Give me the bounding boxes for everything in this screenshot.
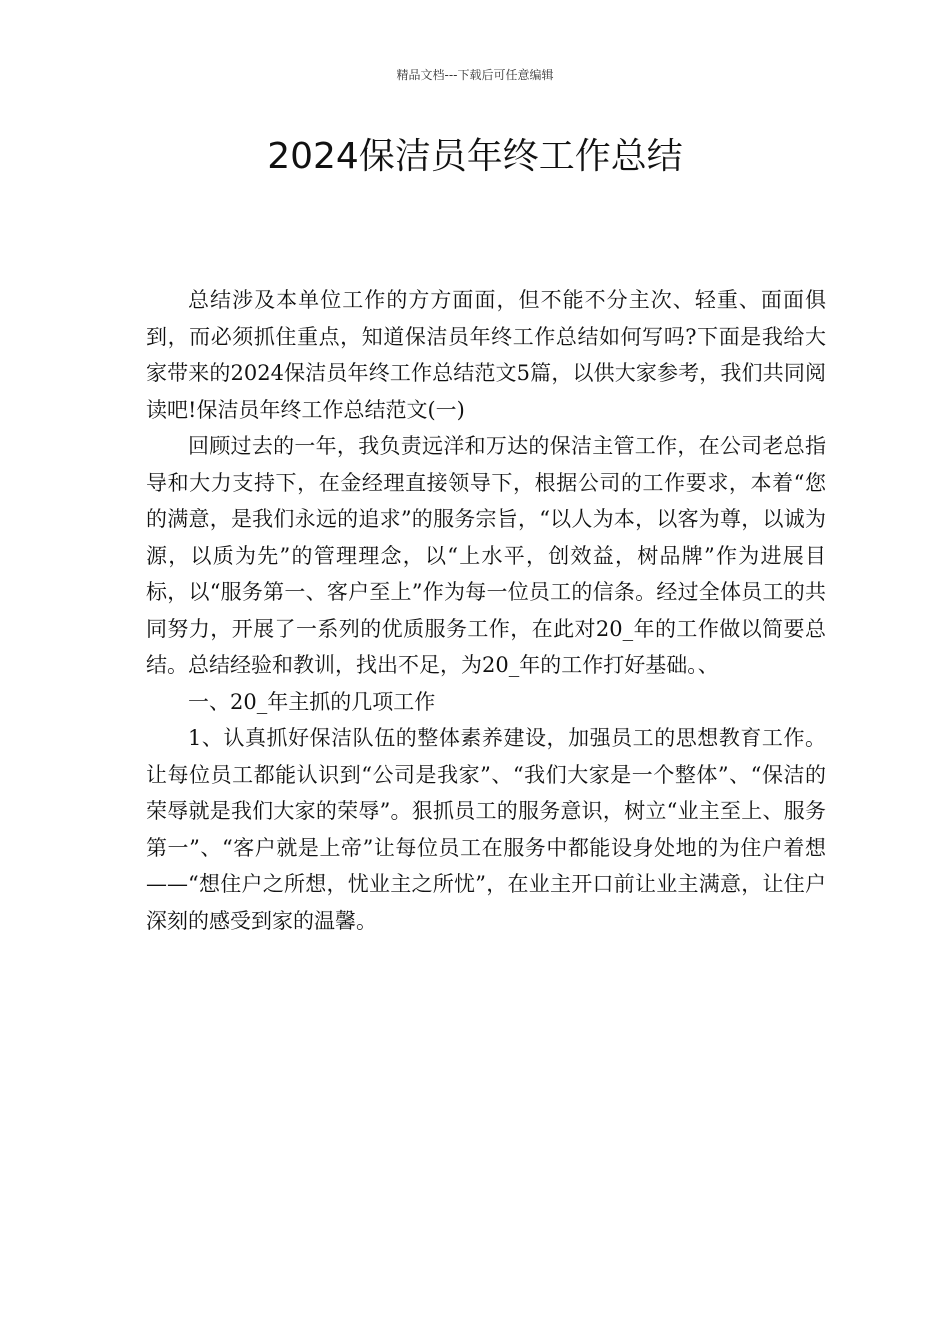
section-heading: 一、20_年主抓的几项工作 (188, 689, 436, 714)
review-paragraph: 回顾过去的一年，我负责远洋和万达的保洁主管工作，在公司老总指导和大力支持下，在金经理直接领导下，根据公司的工作要求，本着“您的满意，是我们永远的追求”的服务宗旨，“以人为本，以客为尊，以诚为源，以质为先”的管理理念，以“上水平，创效益，树品牌”作为进展目标，以“服务第一、客户至上”作为每一位员工的信条。经过全体员工的共同努力，开展了一系列的优质服务工作，在此对20_年的工作做以简要总结。总结经验和教训，找出不足，为20_年的工作打好基础。、 (146, 434, 826, 677)
header-note: 精品文档---下载后可任意编辑 (396, 68, 554, 82)
section-paragraph: 1、认真抓好保洁队伍的整体素养建设，加强员工的思想教育工作。让每位员工都能认识到“公司是我家”、“我们大家是一个整体”、“保洁的荣辱就是我们大家的荣辱”。狠抓员工的服务意识，树立“业主至上、服务第一”、“客户就是上帝”让每位员工在服务中都能设身处地的为住户着想——“想住户之所想，忧业主之所忧”，在业主开口前让业主满意，让住户深刻的感受到家的温馨。 (146, 726, 826, 933)
intro-paragraph: 总结涉及本单位工作的方方面面，但不能不分主次、轻重、面面俱到，而必须抓住重点，知道保洁员年终工作总结如何写吗?下面是我给大家带来的2024保洁员年终工作总结范文5篇，以供大家参考，我们共同阅读吧!保洁员年终工作总结范文(一) (146, 288, 826, 422)
document-title: 2024保洁员年终工作总结 (267, 136, 683, 177)
document-body (146, 282, 826, 939)
